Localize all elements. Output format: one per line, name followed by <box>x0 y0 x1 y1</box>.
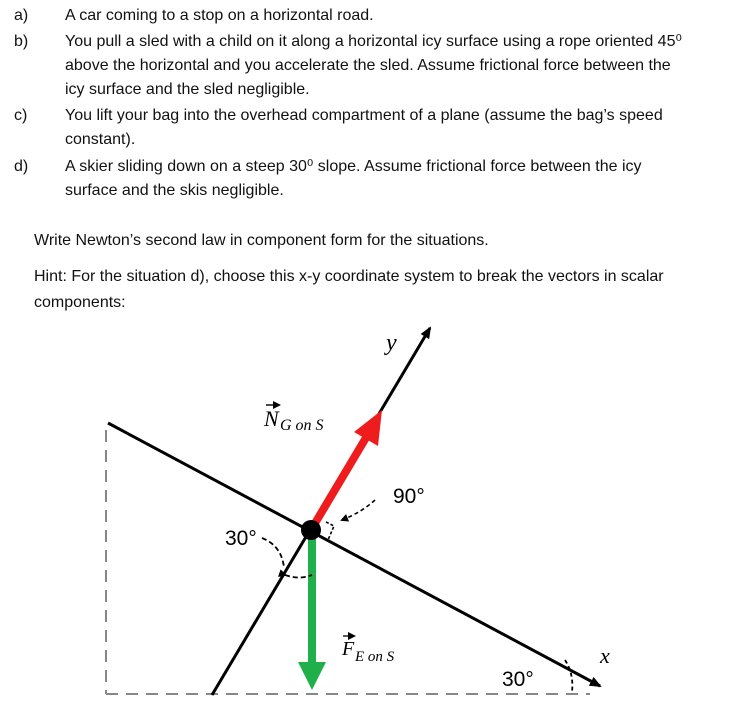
right-angle-marker <box>326 522 334 540</box>
problem-text: A car coming to a stop on a horizontal road. <box>65 7 374 24</box>
problem-marker: d) <box>14 158 29 175</box>
problem-text: You lift your bag into the overhead compartment of a plane (assume the bag’s speed <box>65 107 663 124</box>
problem-text: icy surface and the sled negligible. <box>65 81 310 98</box>
angle-90-label: 90° <box>393 485 425 508</box>
gravity-force-arrowhead <box>298 662 326 690</box>
y-axis-label: y <box>386 330 397 356</box>
instruction-text: Write Newton’s second law in component form for the situations. <box>34 232 489 249</box>
problem-text: constant). <box>65 131 136 148</box>
normal-force-arrow <box>311 436 367 530</box>
problem-text: You pull a sled with a child on it along a horizontal icy surface using a rope oriented 45⁰ <box>65 33 682 50</box>
problem-text: above the horizontal and you accelerate the sled. Assume frictional force between the <box>65 57 671 74</box>
problem-text: surface and the skis negligible. <box>65 182 284 199</box>
gravity-force-label-base: F <box>342 638 355 660</box>
normal-force-label <box>263 405 324 434</box>
gravity-force-label-sub: E on S <box>355 649 395 665</box>
x-axis-label: x <box>600 643 610 668</box>
angle-30-bottom-arc <box>565 660 572 692</box>
hint-text-continued: components: <box>34 294 126 311</box>
angle-30-left-arc-bottom <box>285 575 312 578</box>
skier-point <box>301 520 321 540</box>
problem-text: A skier sliding down on a steep 30⁰ slope. Assume frictional force between the icy <box>65 158 642 175</box>
gravity-force-label <box>341 636 395 665</box>
problem-marker: a) <box>14 7 29 24</box>
hint-text: Hint: For the situation d), choose this x-y coordinate system to break the vectors in scalar <box>34 268 664 285</box>
angle-90-pointer <box>342 500 375 520</box>
angle-30-left-arc <box>262 538 284 568</box>
problem-marker: b) <box>14 33 29 50</box>
normal-force-label-base: N <box>264 406 279 431</box>
problem-marker: c) <box>14 107 28 124</box>
angle-30-left-label: 30° <box>225 527 257 550</box>
normal-force-label-sub: G on S <box>280 417 324 434</box>
angle-30-bottom-label: 30° <box>502 668 534 691</box>
